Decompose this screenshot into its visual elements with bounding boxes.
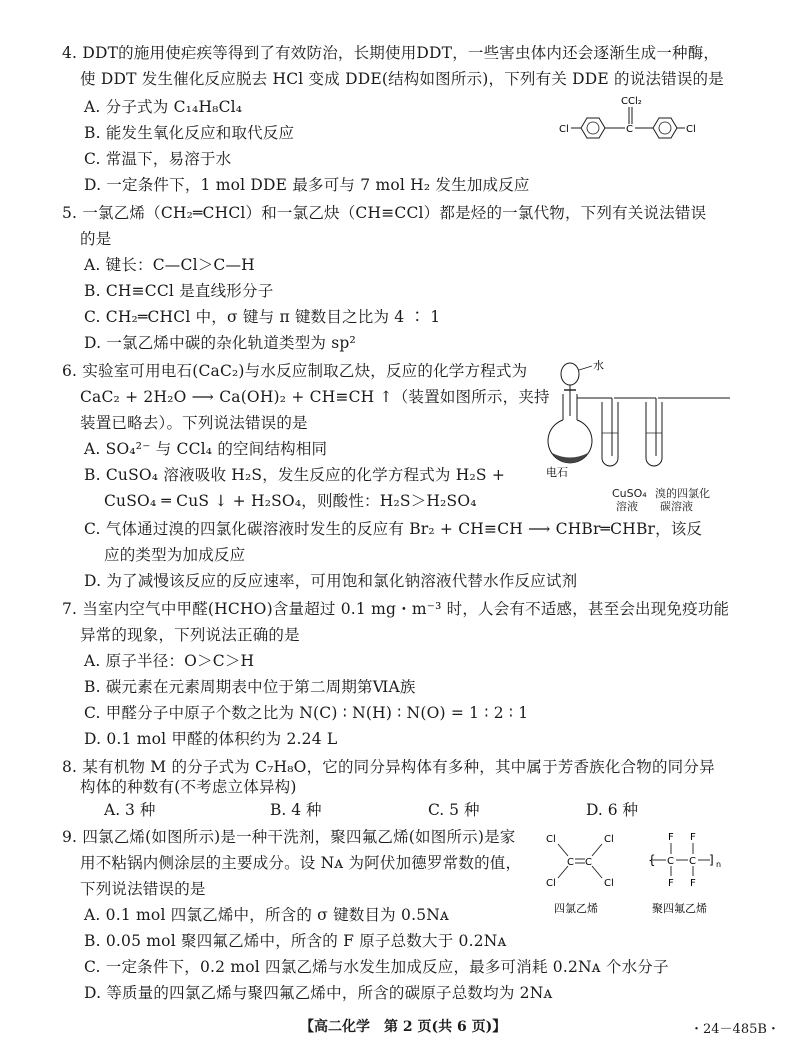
ptfe-c-2: C xyxy=(689,856,696,867)
ptfe-c-1: C xyxy=(667,856,674,867)
tce-c-1: C xyxy=(567,857,574,868)
q7-stem-line1: 7. 当室内空气中甲醛(HCHO)含量超过 0.1 mg・m⁻³ 时，人会有不适感，甚至会出现免疫功能 xyxy=(62,600,730,618)
q9-stem-line3: 下列说法错误的是 xyxy=(80,880,206,898)
q8-stem-line1: 8. 某有机物 M 的分子式为 C₇H₈O，它的同分异构体有多种，其中属于芳香族化合物的同分异 xyxy=(62,758,715,776)
q7-option-a: A. 原子半径：O＞C＞H xyxy=(84,652,255,670)
q6-option-a: A. SO₄²⁻ 与 CCl₄ 的空间结构相同 xyxy=(84,440,328,458)
tce-cl-3: Cl xyxy=(546,878,556,889)
benzene-ring-left xyxy=(581,118,605,138)
q5-stem-line1: 5. 一氯乙烯（CH₂═CHCl）和一氯乙炔（CH≡CCl）都是烃的一氯代物，下列有关说法错误 xyxy=(62,204,707,222)
q6-option-c-line1: C. 气体通过溴的四氯化碳溶液时发生的反应有 Br₂ + CH≡CH ⟶ CHBr═CHBr，该反 xyxy=(84,520,703,538)
q4-stem-line1: 4. DDT的施用使疟疾等得到了有效防治，长期使用DDT，一些害虫体内还会逐渐生成一种酶， xyxy=(62,44,720,62)
ptfe-f-4: F xyxy=(690,878,696,889)
dde-cl-left: Cl xyxy=(559,124,569,135)
q9-option-a: A. 0.1 mol 四氯乙烯中，所含的 σ 键数目为 0.5Nᴀ xyxy=(84,906,449,924)
ptfe-f-1: F xyxy=(668,832,674,843)
ptfe-f-3: F xyxy=(668,878,674,889)
q4-option-a: A. 分子式为 C₁₄H₈Cl₄ xyxy=(84,98,243,116)
q6-stem-line1: 6. 实验室可用电石(CaC₂)与水反应制取乙炔，反应的化学方程式为 xyxy=(62,362,528,380)
q7-stem-line2: 异常的现象，下列说法正确的是 xyxy=(80,626,300,644)
acetylene-apparatus-figure xyxy=(540,358,740,478)
apparatus-label-solution: 溶液 xyxy=(616,500,638,513)
q6-option-c-line2: 应的类型为加成反应 xyxy=(104,546,246,564)
tce-cl-4: Cl xyxy=(604,878,614,889)
apparatus-label-cuso4: CuSO₄ xyxy=(612,487,647,500)
q5-option-b: B. CH≡CCl 是直线形分子 xyxy=(84,282,274,300)
q5-option-d: D. 一氯乙烯中碳的杂化轨道类型为 sp² xyxy=(84,334,356,352)
q9-option-c: C. 一定条件下，0.2 mol 四氯乙烯与水发生加成反应，最多可消耗 0.2Nᴀ 个水分子 xyxy=(84,958,669,976)
q5-option-c: C. CH₂═CHCl 中，σ 键与 π 键数目之比为 4 ∶ 1 xyxy=(84,308,441,326)
ptfe-caption: 聚四氟乙烯 xyxy=(652,902,707,915)
ptfe-n: n xyxy=(716,860,722,869)
benzene-ring-right xyxy=(653,118,677,138)
q5-stem-line2: 的是 xyxy=(80,230,112,248)
apparatus-label-carbide: 电石 xyxy=(546,466,568,478)
q8-options xyxy=(84,798,704,820)
q4-option-d: D. 一定条件下，1 mol DDE 最多可与 7 mol H₂ 发生加成反应 xyxy=(84,176,530,194)
q6-option-d: D. 为了减慢该反应的反应速率，可用饱和氯化钠溶液代替水作反应试剂 xyxy=(84,572,578,590)
q8-option-c: C. 5 种 xyxy=(428,801,480,819)
page-footer-code: ・24－485B・ xyxy=(690,1022,780,1037)
dde-cl-right: Cl xyxy=(686,124,696,135)
page-footer-center: 【高二化学 第 2 页(共 6 页)】 xyxy=(300,1019,507,1035)
apparatus-label-ccl4: 碳溶液 xyxy=(660,500,693,513)
q9-stem-line2: 用不粘锅内侧涂层的主要成分。设 Nᴀ 为阿伏加德罗常数的值， xyxy=(80,854,522,872)
tce-cl-1: Cl xyxy=(546,834,556,845)
q8-stem-line2: 构体的种数有(不考虑立体异构) xyxy=(80,778,297,796)
apparatus-water-label: 水 xyxy=(593,359,604,372)
q9-stem-line1: 9. 四氯乙烯(如图所示)是一种干洗剂，聚四氟乙烯(如图所示)是家 xyxy=(62,828,516,846)
svg-text:]: ] xyxy=(709,853,714,867)
q9-option-d: D. 等质量的四氯乙烯与聚四氟乙烯中，所含的碳原子总数均为 2Nᴀ xyxy=(84,984,553,1002)
q5-option-a: A. 键长：C—Cl＞C—H xyxy=(84,256,255,274)
q4-option-c: C. 常温下，易溶于水 xyxy=(84,150,232,168)
tce-c-2: C xyxy=(585,857,592,868)
q7-option-b: B. 碳元素在元素周期表中位于第二周期第ⅥA族 xyxy=(84,678,416,696)
q8-option-a: A. 3 种 xyxy=(104,801,156,819)
q8-option-b: B. 4 种 xyxy=(270,801,322,819)
q6-stem-line2: CaC₂ + 2H₂O ⟶ Ca(OH)₂ + CH≡CH ↑（装置如图所示，夹持 xyxy=(80,388,550,406)
q9-option-b: B. 0.05 mol 聚四氟乙烯中，所含的 F 原子总数大于 0.2Nᴀ xyxy=(84,932,507,950)
tce-caption: 四氯乙烯 xyxy=(554,902,598,915)
dde-structure-figure xyxy=(555,92,705,150)
tce-cl-2: Cl xyxy=(604,834,614,845)
tetrachloroethylene-figure xyxy=(540,826,630,918)
q4-stem-line2: 使 DDT 发生催化反应脱去 HCl 变成 DDE(结构如图所示)，下列有关 DDE 的说法错误的是 xyxy=(80,70,724,88)
q6-stem-line3: 装置已略去）。下列说法错误的是 xyxy=(80,414,308,432)
q7-option-c: C. 甲醛分子中原子个数之比为 N(C) ∶ N(H) ∶ N(O) = 1 ∶ 2 ∶ 1 xyxy=(84,704,529,722)
q6-option-b-line1: B. CuSO₄ 溶液吸收 H₂S，发生反应的化学方程式为 H₂S + xyxy=(84,466,506,484)
svg-text:{: { xyxy=(648,853,656,867)
q7-option-d: D. 0.1 mol 甲醛的体积约为 2.24 L xyxy=(84,730,338,748)
ptfe-f-2: F xyxy=(690,832,696,843)
ptfe-figure xyxy=(644,826,734,918)
dde-ccl2-label: CCl₂ xyxy=(621,96,642,107)
q8-option-d: D. 6 种 xyxy=(586,801,639,819)
svg-text:C: C xyxy=(626,124,633,135)
apparatus-label-bromine: 溴的四氯化 xyxy=(655,487,710,500)
q4-option-b: B. 能发生氧化反应和取代反应 xyxy=(84,124,295,142)
q6-option-b-line2: CuSO₄ ═ CuS ↓ + H₂SO₄，则酸性：H₂S＞H₂SO₄ xyxy=(104,492,477,510)
